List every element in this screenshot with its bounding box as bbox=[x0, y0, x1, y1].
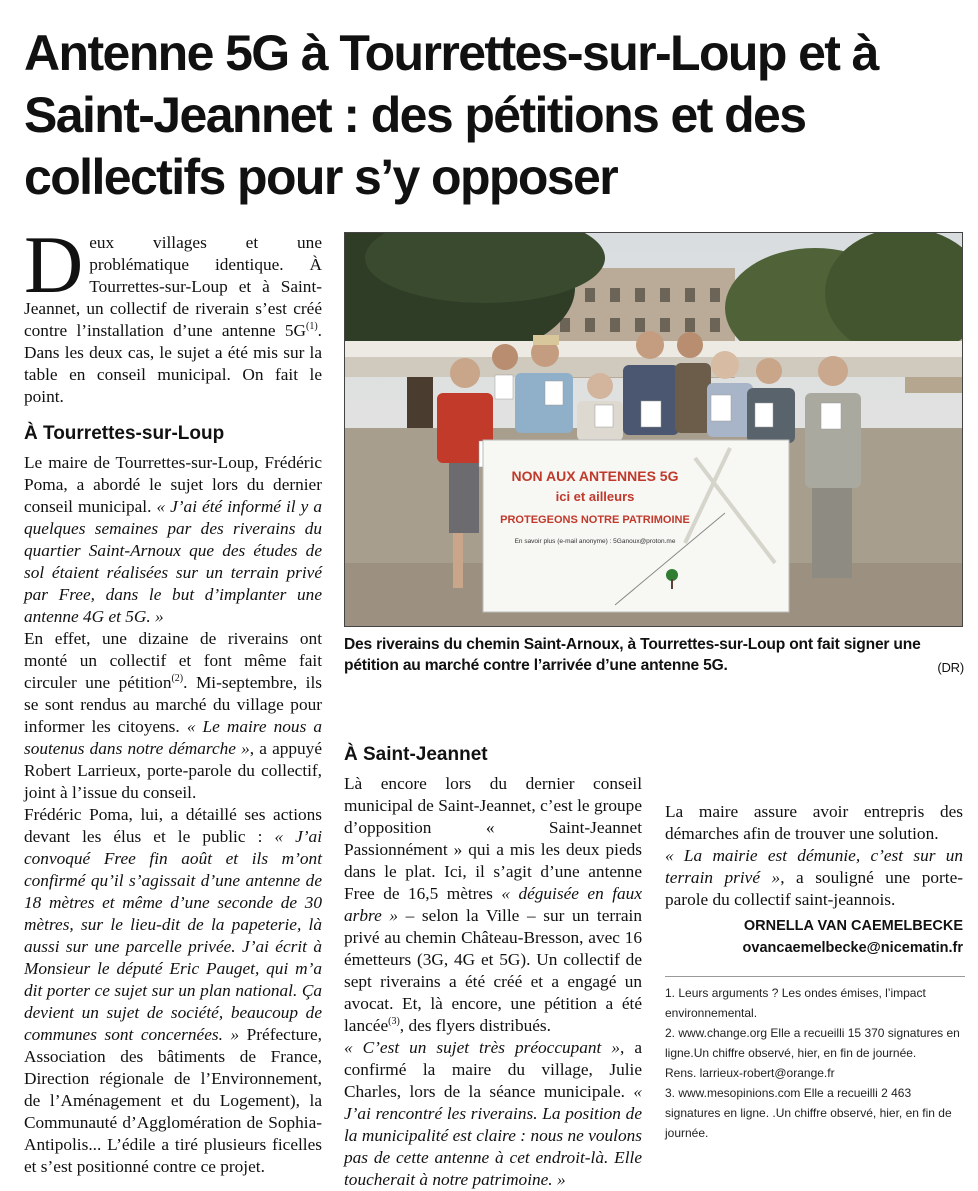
text: En effet, une dizaine de riverains ont monté un collectif et font même fait circuler une pétition bbox=[24, 629, 322, 692]
intro-paragraph bbox=[24, 219, 322, 408]
text: , a appuyé Robert Larrieux, porte-parole du collectif, joint à l’issue du conseil. bbox=[24, 739, 322, 802]
paragraph bbox=[24, 452, 322, 628]
headline: Antenne 5G à Tourrettes-sur-Loup et à Saint-Jeannet : des pétitions et des collectifs pour s’y opposer bbox=[24, 25, 878, 205]
banner-line-2: ici et ailleurs bbox=[555, 489, 635, 504]
article-column-3 bbox=[665, 691, 963, 959]
footnotes-divider bbox=[665, 976, 965, 977]
footnote-3: 3. www.mesopinions.com Elle a recueilli 2 463 signatures en ligne. .Un chiffre observé, hier, en fin de journée. bbox=[665, 1086, 952, 1140]
footnote-ref-3: (3) bbox=[388, 1016, 400, 1028]
author-name: ORNELLA VAN CAEMELBECKE bbox=[743, 918, 963, 934]
quote: « Le maire nous a soutenus dans notre démarche » bbox=[24, 717, 323, 758]
banner-line-3: PROTEGEONS NOTRE PATRIMOINE bbox=[500, 514, 690, 526]
footnote-ref-1: (1) bbox=[306, 321, 318, 333]
footnote-2-contact: Rens. larrieux-robert@orange.fr bbox=[665, 1066, 835, 1080]
paragraph bbox=[24, 628, 322, 804]
text: Là encore lors du dernier conseil municipal de Saint-Jeannet, c’est le groupe d’opposition « Saint-Jeannet Passionnément » qui a mis les deux pieds dans le plat. Ici, il s’agit d’une antenne Free de 16,5 mètres bbox=[344, 774, 642, 903]
section-title-tourrettes: À Tourrettes-sur-Loup bbox=[24, 423, 225, 444]
quote: « déguisée en faux arbre » bbox=[344, 884, 642, 925]
footnote-1: 1. Leurs arguments ? Les ondes émises, l’impact environnemental. bbox=[665, 986, 926, 1020]
text: Préfecture, Association des bâtiments de France, Direction régionale de l’Environnement, de l’Aménagement et du Logement), la Communauté d’Agglomération de Sophia-Antipolis... L’édile a tiré plusieurs ficelles et s’est positionné contre ce projet. bbox=[24, 1025, 323, 1176]
text: , a confirmé la maire du village, Julie Charles, lors de la séance municipale. bbox=[344, 1038, 643, 1101]
quote: « J’ai rencontré les riverains. La position de la municipalité est claire : nous ne voulons pas de cette antenne à cet endroit-là. Elle toucherait à notre patrimoine. » bbox=[344, 1082, 642, 1189]
drop-cap: D bbox=[24, 219, 84, 310]
footnote-ref-2: (2) bbox=[171, 673, 184, 685]
article-column-2 bbox=[344, 691, 642, 1191]
text: , a souligné une porte-parole du collectif saint-jeannois. bbox=[665, 868, 964, 909]
paragraph: La maire assure avoir entrepris des démarches afin de trouver une solution. bbox=[665, 802, 963, 843]
banner-line-1: NON AUX ANTENNES 5G bbox=[511, 468, 679, 484]
article-photo bbox=[344, 232, 963, 627]
photo-credit: (DR) bbox=[937, 660, 964, 675]
footnotes bbox=[665, 976, 965, 1143]
quote: « J’ai été informé il y a quelques semaines par des riverains du quartier Saint-Arnoux que des études de sol étaient réalisées sur un terrain privé par Free, dans le but d’implanter une antenne 4G et 5G. » bbox=[24, 497, 322, 626]
article-column-1 bbox=[24, 219, 323, 1178]
quote: « J’ai convoqué Free fin août et ils m’ont confirmé qu’il s’agissait d’une antenne de 18 mètres et même d’une seconde de 30 mètres, sur le lieu-dit de la papeterie, là aussi sur une parcelle privée. J’ai écrit à Monsieur le député Eric Pauget, qui m’a dit porter ce sujet sur un plan national. Ça devient un sujet de société, beaucoup de communes sont concernées. » bbox=[24, 827, 323, 1044]
text: . Mi-septembre, ils se sont rendus au marché du village pour informer les citoyens. bbox=[24, 673, 322, 736]
paragraph bbox=[24, 804, 322, 1178]
text: , des flyers distribués. bbox=[399, 1016, 551, 1035]
section-title-saint-jeannet: À Saint-Jeannet bbox=[344, 744, 488, 765]
intro-text: eux villages et une problématique identique. À Tourrettes-sur-Loup et à Saint-Jeannet, un collectif de riverain s’est créé contre l’installation d’une antenne 5G bbox=[24, 233, 322, 340]
quote: « La mairie est démunie, c’est sur un terrain privé » bbox=[665, 846, 963, 887]
caption-text: Des riverains du chemin Saint-Arnoux, à Tourrettes-sur-Loup ont fait signer une pétition au marché contre l’arrivée d’une antenne 5G. bbox=[344, 636, 921, 674]
banner-line-4: En savoir plus (e-mail anonyme) : 5Ganoux@proton.me bbox=[514, 538, 676, 545]
paragraph bbox=[344, 1037, 642, 1191]
author-email: ovancaemelbecke@nicematin.fr bbox=[742, 940, 963, 956]
photo-caption bbox=[344, 634, 964, 678]
footnote-2: 2. www.change.org Elle a recueilli 15 370 signatures en ligne.Un chiffre observé, hier, en fin de journée. bbox=[665, 1026, 960, 1060]
paragraph bbox=[344, 773, 642, 1037]
text: – selon la Ville – sur un terrain privé au chemin Château-Bresson, avec 16 émetteurs (3G, 4G et 5G). Un collectif de sept riverains a été créé et a engagé un avocat. Et, là encore, une pétition a été lancée bbox=[344, 906, 642, 1035]
quote: « C’est un sujet très préoccupant » bbox=[344, 1038, 621, 1057]
text: Frédéric Poma, lui, a détaillé ses actions devant les élus et le public : bbox=[24, 805, 322, 846]
text: Le maire de Tourrettes-sur-Loup, Frédéric Poma, a abordé le sujet lors du dernier conseil municipal. bbox=[24, 453, 322, 516]
paragraph bbox=[665, 845, 963, 911]
intro-text-end: . Dans les deux cas, le sujet a été mis sur la table en conseil municipal. On fait le point. bbox=[24, 321, 322, 406]
photo-illustration bbox=[345, 233, 963, 627]
